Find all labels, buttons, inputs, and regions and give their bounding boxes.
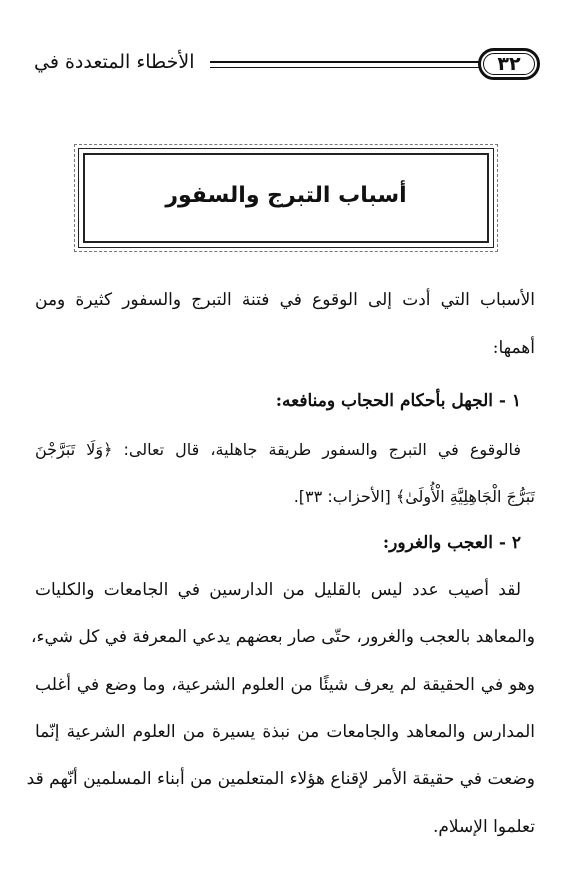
paragraph-line: وضعت في حقيقة الأمر لإقناع هؤلاء المتعلمين من أبناء المسلمين أنّهم قد (26, 769, 535, 789)
page-number-badge (478, 48, 540, 80)
paragraph-line: فالوقوع في التبرج والسفور طريقة جاهلية، قال تعالى: ﴿وَلَا تَبَرَّجْنَ (35, 440, 521, 459)
paragraph-line: وهو في الحقيقة لم يعرف شيئًا من العلوم الشرعية، وما وضع في أغلب (35, 675, 535, 695)
section-heading: ٢ - العجب والغرور: (382, 533, 521, 553)
paragraph-line: الأسباب التي أدت إلى الوقوع في فتنة التبرج والسفور كثيرة ومن (35, 290, 535, 310)
running-header (30, 46, 540, 86)
paragraph-line: المدارس والمعاهد والجامعات من نبذة يسيرة من العلوم الشرعية إنّما (35, 722, 535, 742)
paragraph-line: تعلموا الإسلام. (432, 817, 535, 837)
chapter-title-frame (78, 148, 494, 248)
page-number: ٣٢ (497, 52, 521, 75)
paragraph-line: أهمها: (492, 338, 535, 358)
section-heading: ١ - الجهل بأحكام الحجاب ومنافعه: (275, 391, 521, 411)
header-rule (210, 61, 480, 68)
paragraph-line: تَبَرُّجَ الْجَاهِلِيَّةِ الْأُولَىٰ﴾ [الأحزاب: ٣٣]. (293, 487, 535, 506)
paragraph-line: والمعاهد بالعجب والغرور، حتّى صار بعضهم يدعي المعرفة في كل شيء، (31, 627, 535, 647)
paragraph-line: لقد أصيب عدد ليس بالقليل من الدارسين في الجامعات والكليات (35, 580, 521, 600)
chapter-title: أسباب التبرج والسفور (165, 183, 407, 208)
running-title: الأخطاء المتعددة في (34, 51, 195, 73)
